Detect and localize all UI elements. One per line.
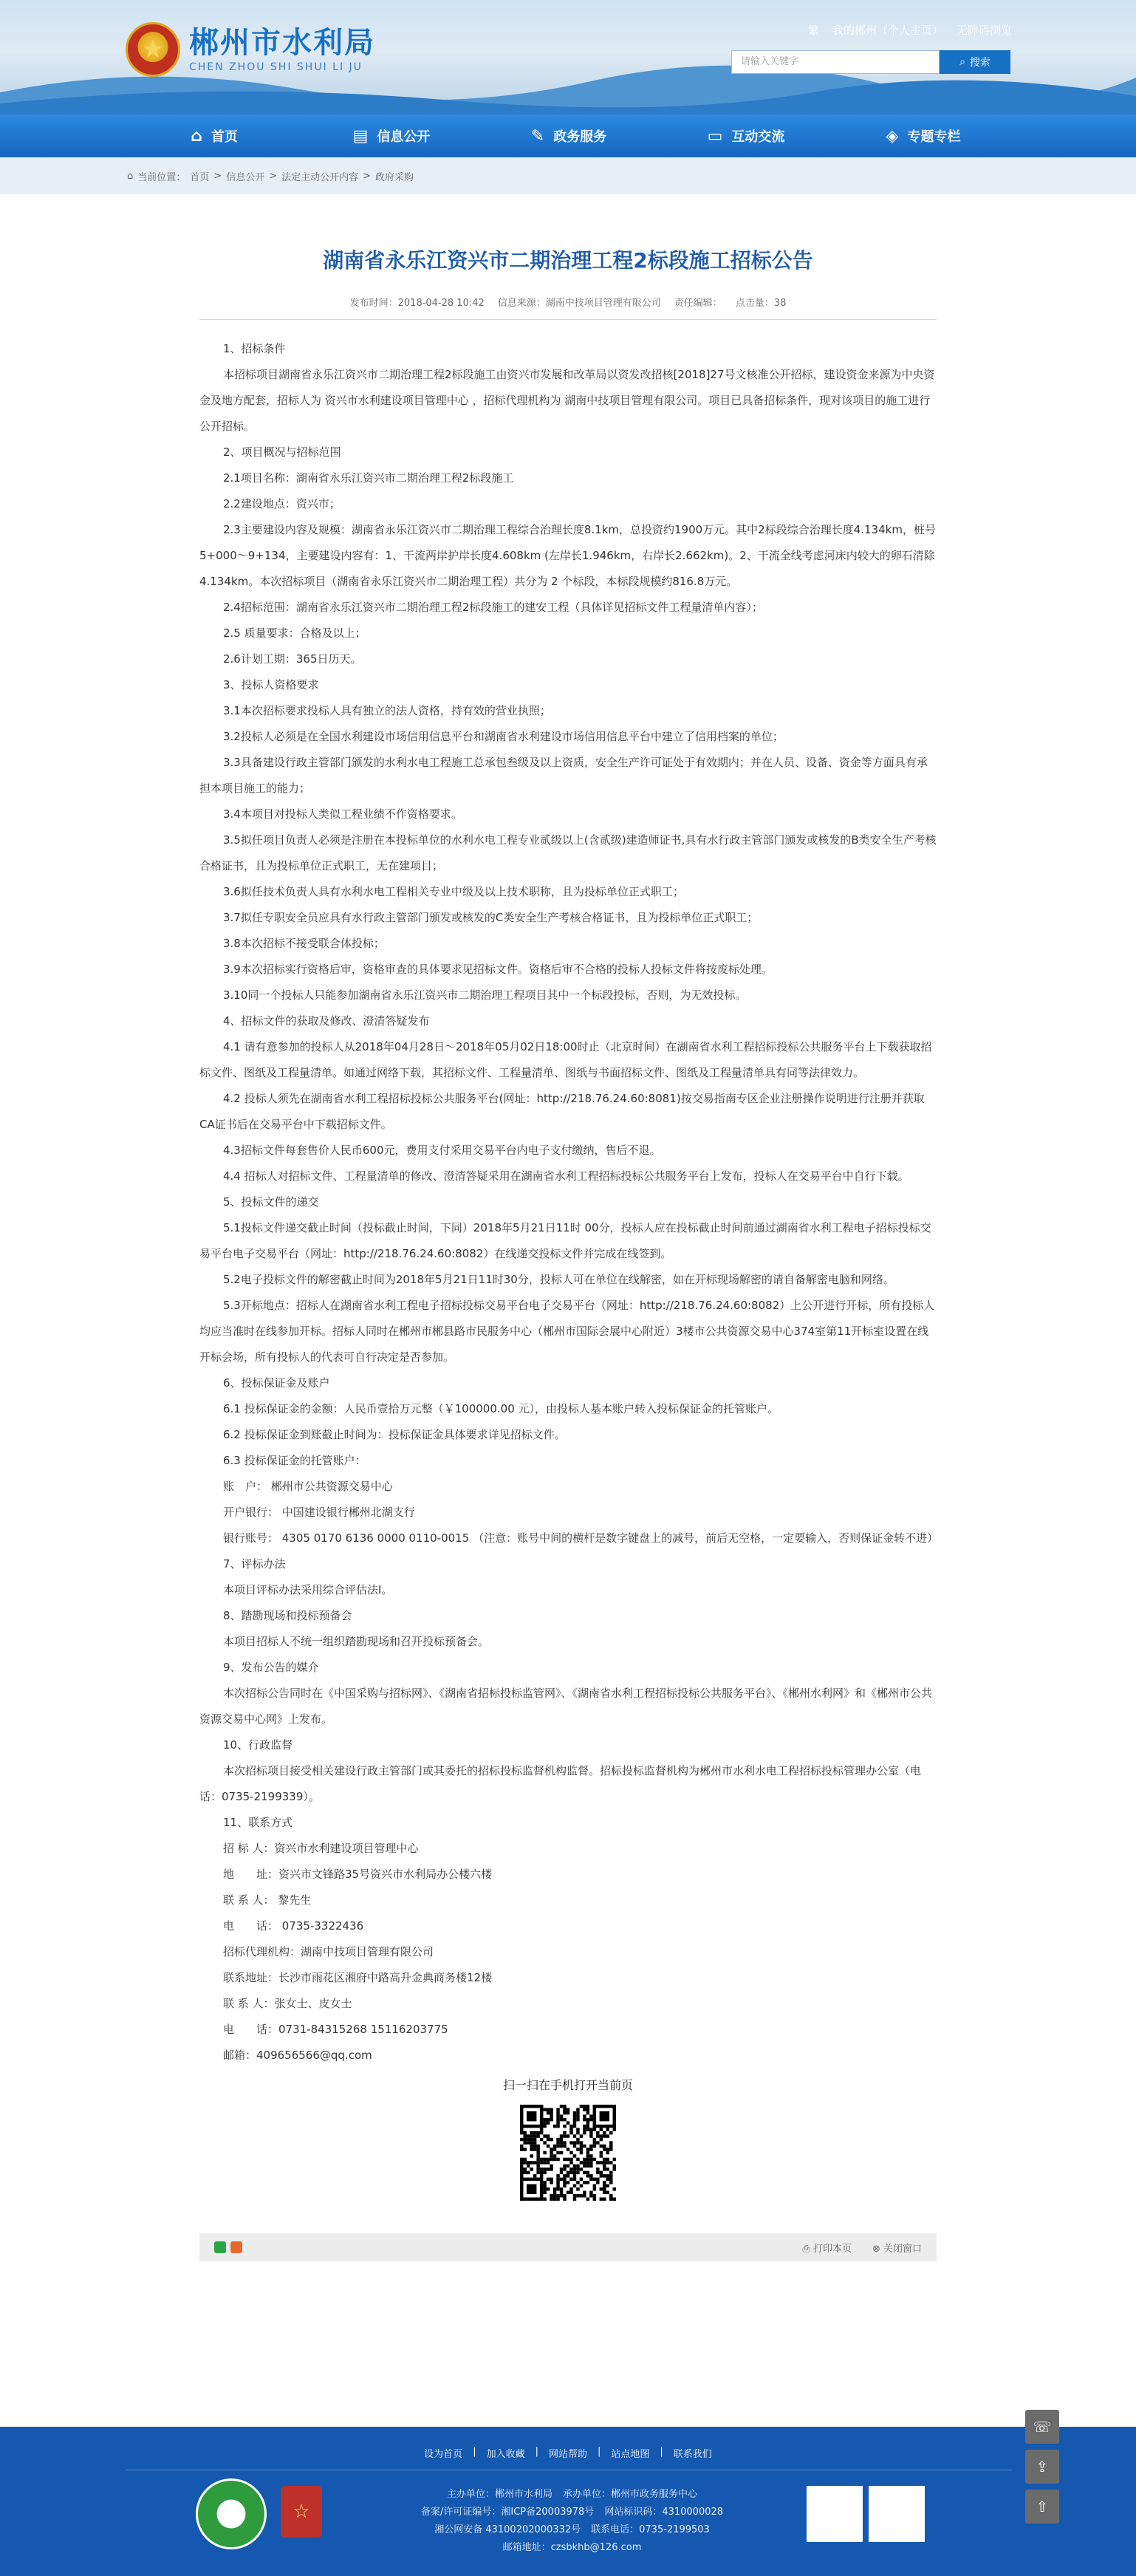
icp-record[interactable]: 备案/许可证编号：湘ICP备20003978号 — [421, 2507, 595, 2518]
qr-caption: 扫一扫在手机打开当前页 — [502, 2078, 633, 2092]
chat-icon: ▭ — [707, 126, 723, 146]
site-footer — [0, 2427, 1136, 2576]
chat-float-icon[interactable]: ☏ — [1025, 2410, 1059, 2444]
article-paragraph: 5、投标文件的递交 — [223, 1195, 319, 1209]
article-paragraph: 7、评标办法 — [223, 1557, 286, 1571]
breadcrumb-item-info[interactable]: 信息公开 — [226, 172, 265, 183]
location-icon: ⌂ — [127, 171, 134, 182]
contact-email: 邮箱地址：czsbkhb@126.com — [502, 2542, 642, 2553]
article-paragraph: 电 话： 0735-3322436 — [223, 1919, 364, 1933]
article-paragraph: 4.2 投标人须先在湖南省水利工程招标投标公共服务平台(网址：http://218.76.24.60:8081)按交易指南专区企业注册操作说明进行注册并获取CA证书后在交易平台中下载招标文件。 — [199, 1092, 925, 1131]
footer-qr-code-2 — [869, 2486, 925, 2542]
site-logo[interactable] — [126, 22, 375, 77]
article-paragraph: 2.3主要建设内容及规模：湖南省永乐江资兴市二期治理工程综合治理长度8.1km，总投资约1900万元。其中2标段综合治理长度4.134km，桩号5+000～9+134，主要建设内容有：1、干流两岸护岸长度4.608km (左岸长1.946km，右岸长2.662km)。2、干流全线考虑河床内较大的卵石清除4.134km。本次招标项目（湖南省永乐江资兴市二期治理工程）共分为 2 个标段，本标段规模约816.8万元。 — [199, 523, 936, 588]
view-count: 点击量：38 — [735, 298, 787, 309]
footer-info — [421, 2486, 723, 2557]
breadcrumb-item-procurement[interactable]: 政府采购 — [375, 172, 414, 183]
article-paragraph: 本次招标公告同时在《中国采购与招标网》、《湖南省招标投标监管网》、《湖南省水利工程招标投标公共服务平台》、《郴州水利网》和《郴州市公共资源交易中心网》上发布。 — [199, 1687, 933, 1726]
breadcrumb-bar — [0, 157, 1136, 194]
contact-link[interactable]: 联系我们 — [673, 2449, 712, 2460]
site-help-link[interactable]: 网站帮助 — [548, 2449, 587, 2460]
breadcrumb — [127, 169, 414, 183]
article-paragraph: 本招标项目湖南省永乐江资兴市二期治理工程2标段施工由资兴市发展和改革局以资发改招核[2018]27号文核准公开招标，建设资金来源为中央资金及地方配套，招标人为 资兴市水利建设项目管理中心 ，招标代理机构为 湖南中技项目管理有限公司。项目已具备招标条件，现对该项目的施工进行公开招标。 — [199, 368, 935, 433]
site-id: 网站标识码：4310000028 — [604, 2507, 724, 2518]
article-paragraph: 1、招标条件 — [223, 342, 286, 355]
article-paragraph: 联系地址：长沙市雨花区湘府中路高升金典商务楼12楼 — [223, 1971, 493, 1984]
traditional-chinese-link[interactable]: 繁 — [807, 24, 819, 37]
article-paragraph: 银行账号： 4305 0170 6136 0000 0110-0015 （注意：账号中间的横杆是数字键盘上的减号，前后无空格，一定要输入，否则保证金转不进） — [223, 1531, 939, 1545]
breadcrumb-label: 当前位置： — [137, 172, 186, 183]
page-qr-code — [517, 2102, 619, 2204]
article-meta — [199, 295, 937, 309]
site-name-en: CHEN ZHOU SHI SHUI LI JU — [189, 61, 363, 73]
police-record[interactable]: 湘公网安备 43100202000332号 — [434, 2524, 581, 2535]
article — [199, 194, 937, 2261]
article-paragraph: 3.8本次招标不接受联合体投标； — [223, 937, 385, 950]
article-paragraph: 3.2投标人必须是在全国水利建设市场信用信息平台和湖南省水利建设市场信用信息平台中建立了信用档案的单位； — [223, 730, 784, 743]
article-paragraph: 3.9本次招标实行资格后审，资格审查的具体要求见招标文件。资格后审不合格的投标人投标文件将按废标处理。 — [223, 963, 773, 976]
party-government-badge-icon[interactable]: ☆ — [281, 2486, 322, 2538]
article-paragraph: 邮箱：409656566@qq.com — [223, 2049, 372, 2062]
article-paragraph: 开户银行： 中国建设银行郴州北湖支行 — [223, 1506, 415, 1519]
article-paragraph: 8、踏勘现场和投标预备会 — [223, 1609, 352, 1622]
info-source: 信息来源：湖南中技项目管理有限公司 — [497, 298, 661, 309]
article-paragraph: 5.2电子投标文件的解密截止时间为2018年5月21日11时30分，投标人可在单位在线解密，如在开标现场解密的请自备解密电脑和网络。 — [223, 1273, 894, 1286]
article-paragraph: 4.3招标文件每套售价人民币600元，费用支付采用交易平台内电子支付缴纳，售后不退。 — [223, 1144, 661, 1157]
article-paragraph: 3.3具备建设行政主管部门颁发的水利水电工程施工总承包叁级及以上资质，安全生产许可证处于有效期内；并在人员、设备、资金等方面具有承担本项目施工的能力； — [199, 756, 928, 795]
footer-links: 设为首页 | 加入收藏 | 网站帮助 | 站点地图 | 联系我们 — [424, 2446, 712, 2460]
article-paragraph: 招 标 人：资兴市水利建设项目管理中心 — [223, 1842, 419, 1855]
article-paragraph: 4、招标文件的获取及修改、澄清答疑发布 — [223, 1014, 430, 1028]
edit-icon: ✎ — [530, 126, 545, 146]
article-paragraph: 2.4招标范围：湖南省永乐江资兴市二期治理工程2标段施工的建安工程（具体详见招标文件工程量清单内容）； — [223, 601, 763, 614]
article-paragraph: 3.6拟任技术负责人具有水利水电工程相关专业中级及以上技术职称，且为投标单位正式职工； — [223, 885, 684, 898]
search-icon: ⌕ — [959, 56, 965, 68]
side-toolbar — [1025, 2410, 1059, 2529]
share-float-icon[interactable]: ⇪ — [1025, 2450, 1059, 2484]
back-to-top-icon[interactable]: ⇧ — [1025, 2490, 1059, 2524]
article-paragraph: 5.1投标文件递交截止时间（投标截止时间，下同）2018年5月21日11时 00分，投标人应在投标截止时间前通过湖南省水利工程电子招标投标交易平台电子交易平台（网址：http://218.76.24.60:8082）在线递交投标文件并完成在线签到。 — [199, 1221, 931, 1260]
nav-item-government-services[interactable] — [480, 115, 657, 157]
share-bar — [199, 2233, 937, 2261]
sitemap-link[interactable]: 站点地图 — [611, 2449, 650, 2460]
organizer: 承办单位：郴州市政务服务中心 — [563, 2489, 698, 2500]
breadcrumb-item-statutory[interactable]: 法定主动公开内容 — [281, 172, 359, 183]
nav-item-label: 信息公开 — [377, 129, 431, 145]
title-divider — [199, 319, 937, 320]
article-paragraph: 4.4 招标人对招标文件、工程量清单的修改、澄清答疑采用在湖南省水利工程招标投标公共服务平台上发布，投标人在交易平台中自行下载。 — [223, 1169, 909, 1183]
site-header — [0, 0, 1136, 115]
article-paragraph: 2.1项目名称：湖南省永乐江资兴市二期治理工程2标段施工 — [223, 471, 514, 485]
article-paragraph: 电 话：0731-84315268 15116203775 — [223, 2023, 448, 2036]
contact-phone: 联系电话：0735-2199503 — [591, 2524, 710, 2535]
article-paragraph: 6.1 投标保证金的金额：人民币壹拾万元整（￥100000.00 元），由投标人基本账户转入投标保证金的托管账户。 — [223, 1402, 779, 1415]
breadcrumb-separator: > — [213, 171, 222, 182]
set-homepage-link[interactable]: 设为首页 — [424, 2449, 463, 2460]
article-paragraph: 3.1本次招标要求投标人具有独立的法人资格，持有效的营业执照； — [223, 704, 551, 717]
search-button[interactable] — [940, 50, 1010, 74]
sponsor: 主办单位：郴州市水利局 — [447, 2489, 553, 2500]
top-links — [808, 22, 1012, 38]
article-paragraph: 联 系 人： 黎先生 — [223, 1893, 312, 1907]
search-placeholder: 请输入关键字 — [741, 56, 799, 67]
search-input[interactable] — [731, 50, 940, 74]
document-icon: ▤ — [352, 126, 369, 146]
nav-item-label: 首页 — [211, 129, 238, 145]
article-paragraph: 3、投标人资格要求 — [223, 678, 319, 691]
editor: 责任编辑： — [674, 298, 722, 309]
nav-item-label: 政务服务 — [553, 129, 607, 145]
article-paragraph: 6、投标保证金及账户 — [223, 1376, 330, 1390]
nav-item-interaction[interactable] — [657, 115, 835, 157]
my-chenzhou-link[interactable]: 我的郴州（个人主页） — [832, 24, 943, 37]
article-paragraph: 账 户： 郴州市公共资源交易中心 — [223, 1480, 393, 1493]
nav-item-home[interactable] — [126, 115, 303, 157]
article-paragraph: 地 址：资兴市文锋路35号资兴市水利局办公楼六楼 — [223, 1868, 493, 1881]
site-name: 郴州市水利局 — [189, 26, 375, 60]
publish-time: 发布时间：2018-04-28 10:42 — [349, 298, 485, 309]
breadcrumb-separator: > — [269, 171, 278, 182]
article-paragraph: 2、项目概况与招标范围 — [223, 445, 341, 459]
article-paragraph: 招标代理机构：湖南中技项目管理有限公司 — [223, 1945, 434, 1958]
article-title: 湖南省永乐江资兴市二期治理工程2标段施工招标公告 — [323, 248, 813, 273]
add-favorite-link[interactable]: 加入收藏 — [486, 2449, 525, 2460]
nav-item-info-disclosure[interactable] — [303, 115, 480, 157]
breadcrumb-item-home[interactable]: 首页 — [190, 172, 210, 183]
article-paragraph: 6.3 投标保证金的托管账户： — [223, 1454, 366, 1467]
close-window-button[interactable]: ⊗ 关闭窗口 — [872, 2243, 922, 2255]
print-button[interactable]: ⎙ 打印本页 — [802, 2243, 852, 2255]
accessibility-link[interactable]: 无障碍浏览 — [956, 24, 1012, 37]
article-paragraph: 11、联系方式 — [223, 1816, 293, 1829]
nav-item-label: 互动交流 — [731, 129, 785, 145]
article-paragraph: 本项目招标人不统一组织踏勘现场和召开投标预备会。 — [223, 1635, 490, 1648]
national-emblem-icon: ★ — [126, 22, 180, 77]
footer-qr-code-1 — [807, 2486, 863, 2542]
article-paragraph: 3.5拟任项目负责人必须是注册在本投标单位的水利水电工程专业贰级以上(含贰级)建造师证书,具有水行政主管部门颁发或核发的B类安全生产考核合格证书，且为投标单位正式职工，无在建项目； — [199, 833, 937, 872]
article-paragraph: 6.2 投标保证金到账截止时间为：投标保证金具体要求详见招标文件。 — [223, 1428, 566, 1441]
government-website-badge-icon[interactable] — [196, 2478, 267, 2549]
article-body — [199, 336, 937, 2068]
wechat-share-icon[interactable] — [214, 2241, 226, 2253]
article-paragraph: 5.3开标地点：招标人在湖南省水利工程电子招标投标交易平台电子交易平台（网址：http://218.76.24.60:8082）上公开进行开标，所有投标人均应当准时在线参加开标。招标人同时在郴州市郴县路市民服务中心（郴州市国际会展中心附近）3楼市公共资源交易中心374室第11开标室设置在线开标会场，所有投标人的代表可自行决定是否参加。 — [199, 1299, 935, 1364]
weibo-share-icon[interactable] — [230, 2241, 242, 2253]
nav-item-label: 专题专栏 — [907, 129, 961, 145]
search-button-label: 搜索 — [969, 57, 990, 69]
layers-icon: ◈ — [886, 126, 899, 146]
home-icon: ⌂ — [191, 126, 202, 146]
article-paragraph: 2.2建设地点：资兴市； — [223, 497, 341, 510]
article-paragraph: 本项目评标办法采用综合评估法Ⅰ。 — [223, 1583, 393, 1596]
main-nav — [0, 115, 1136, 157]
article-paragraph: 2.5 质量要求：合格及以上； — [223, 626, 366, 640]
article-paragraph: 3.4本项目对投标人类似工程业绩不作资格要求。 — [223, 807, 462, 821]
article-paragraph: 3.10同一个投标人只能参加湖南省永乐江资兴市二期治理工程项目其中一个标段投标，否则，为无效投标。 — [223, 988, 747, 1002]
breadcrumb-separator: > — [363, 171, 372, 182]
article-paragraph: 本次招标项目接受相关建设行政主管部门或其委托的招标投标监督机构监督。招标投标监督机构为郴州市水利水电工程招标投标管理办公室（电话：0735-2199339）。 — [199, 1764, 922, 1803]
article-paragraph: 2.6计划工期：365日历天。 — [223, 652, 362, 666]
article-paragraph: 4.1 请有意参加的投标人从2018年04月28日～2018年05月02日18:00时止（北京时间）在湖南省水利工程招标投标公共服务平台上下载获取招标文件、图纸及工程量清单。如通过网络下载，其招标文件、工程量清单、图纸与书面招标文件、图纸及工程量清单具有同等法律效力。 — [199, 1040, 932, 1079]
article-paragraph: 10、行政监督 — [223, 1738, 293, 1752]
article-paragraph: 联 系 人：张女士、皮女士 — [223, 1997, 352, 2010]
article-paragraph: 3.7拟任专职安全员应具有水行政主管部门颁发或核发的C类安全生产考核合格证书，且为投标单位正式职工； — [223, 911, 759, 924]
article-paragraph: 9、发布公告的媒介 — [223, 1661, 319, 1674]
nav-item-special-topics[interactable] — [835, 115, 1012, 157]
